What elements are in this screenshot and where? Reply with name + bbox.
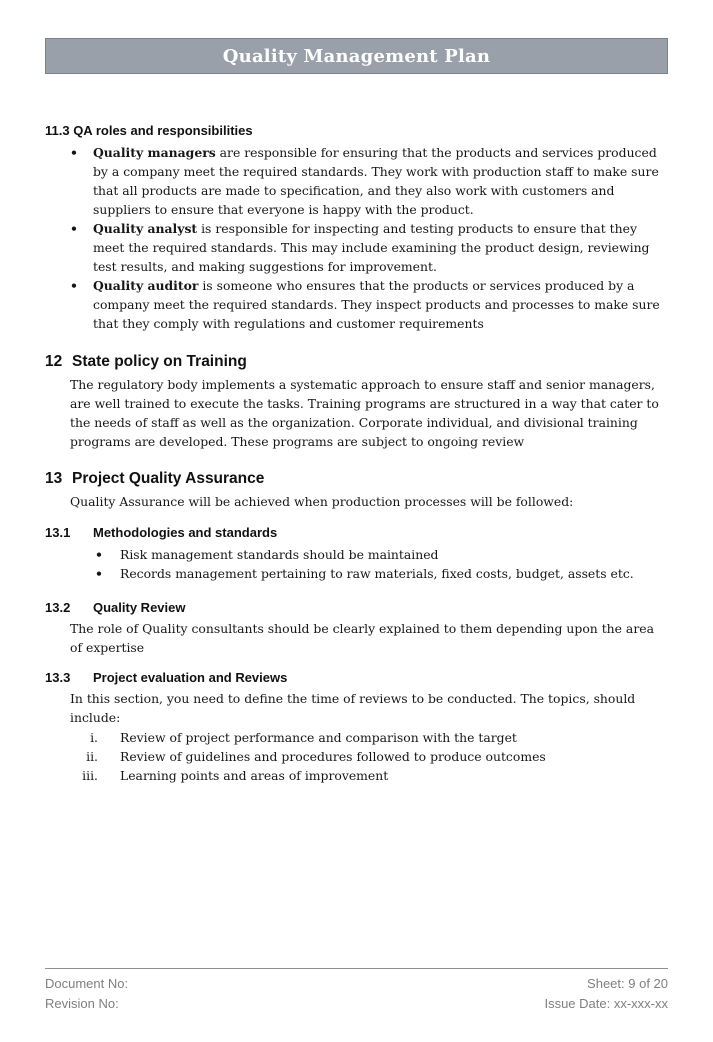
- bullet-lead: Quality auditor: [93, 278, 199, 293]
- section-title: Project evaluation and Reviews: [93, 670, 288, 685]
- roman-item-text: Review of project performance and comparison with the target: [120, 730, 517, 745]
- footer-row-1: [45, 974, 668, 994]
- qa-roles-bullet-list: [45, 143, 668, 333]
- section-number: 13.1: [45, 525, 71, 540]
- list-item: • Records management pertaining to raw materials, fixed costs, budget, assets etc.: [120, 564, 668, 583]
- list-item: [45, 766, 668, 785]
- list-item-quality-auditor: [93, 276, 668, 333]
- section-13-heading: [45, 468, 668, 490]
- section-title: Quality Review: [93, 600, 186, 615]
- footer-row-2: [45, 994, 668, 1014]
- roman-item-text: Learning points and areas of improvement: [120, 768, 389, 783]
- list-item: [45, 747, 668, 766]
- section-number: 13.3: [45, 670, 71, 685]
- bullet-text: are responsible for ensuring that the products and services produced by a company meet the required standards. They work with production staff to make sure that all products are made to specification, and they also work with customers and suppliers to ensure that everyone is happy with the product.: [93, 145, 659, 217]
- section-title: Methodologies and standards: [93, 525, 278, 540]
- list-item: • Risk management standards should be maintained: [120, 545, 668, 564]
- title-banner: [45, 38, 668, 74]
- revision-no-label: Revision No:: [45, 996, 119, 1011]
- list-item-quality-analyst: [93, 219, 668, 276]
- list-item: [45, 728, 668, 747]
- section-title: Project Quality Assurance: [72, 470, 265, 487]
- document-title: Quality Management Plan: [222, 45, 491, 67]
- section-11-3-heading: 11.3 QA roles and responsibilities: [45, 123, 253, 138]
- roman-numeral: ii.: [86, 749, 98, 764]
- section-12-paragraph: The regulatory body implements a systematic approach to ensure staff and senior managers, are well trained to execute the tasks. Training programs are structured in a way that cater to the needs of staff as well as the organization. Corporate individual, and divisional training programs are developed. These programs are subject to ongoing review: [70, 377, 659, 449]
- issue-date: Issue Date: xx-xxx-xx: [544, 996, 668, 1011]
- bullet-text: is responsible for inspecting and testing products to ensure that they meet the required standards. This may include examining the product design, reviewing test results, and making suggestions for improvement.: [93, 221, 650, 274]
- section-13-1-heading: [45, 524, 668, 542]
- sheet-number: Sheet: 9 of 20: [587, 976, 668, 991]
- bullet-lead: Quality analyst: [93, 221, 198, 236]
- document-body: [0, 122, 713, 785]
- list-item-quality-managers: [93, 143, 668, 219]
- page-footer: [45, 968, 668, 1014]
- bullet-text: is someone who ensures that the products or services produced by a company meet the required standards. They inspect products and processes to make sure that they comply with regulations and customer requirements: [93, 278, 660, 331]
- section-number: 12: [45, 353, 63, 370]
- reviews-roman-list: [45, 728, 668, 785]
- bullet-lead: Quality managers: [93, 145, 216, 160]
- document-page: [0, 38, 713, 1011]
- section-number: 13: [45, 470, 63, 487]
- roman-item-text: Review of guidelines and procedures followed to produce outcomes: [120, 749, 546, 764]
- section-title: State policy on Training: [72, 353, 247, 370]
- section-13-3-heading: [45, 669, 668, 687]
- methodologies-bullet-list: [45, 545, 668, 583]
- section-13-paragraph: Quality Assurance will be achieved when production processes will be followed:: [70, 494, 574, 509]
- section-number: 13.2: [45, 600, 71, 615]
- section-13-2-heading: [45, 599, 668, 617]
- section-13-2-paragraph: The role of Quality consultants should be clearly explained to them depending upon the area of expertise: [70, 621, 654, 655]
- document-no-label: Document No:: [45, 976, 129, 991]
- roman-numeral: iii.: [82, 768, 98, 783]
- roman-numeral: i.: [90, 730, 98, 745]
- section-13-3-paragraph: In this section, you need to define the time of reviews to be conducted. The topics, should include:: [70, 691, 636, 725]
- section-12-heading: [45, 351, 668, 373]
